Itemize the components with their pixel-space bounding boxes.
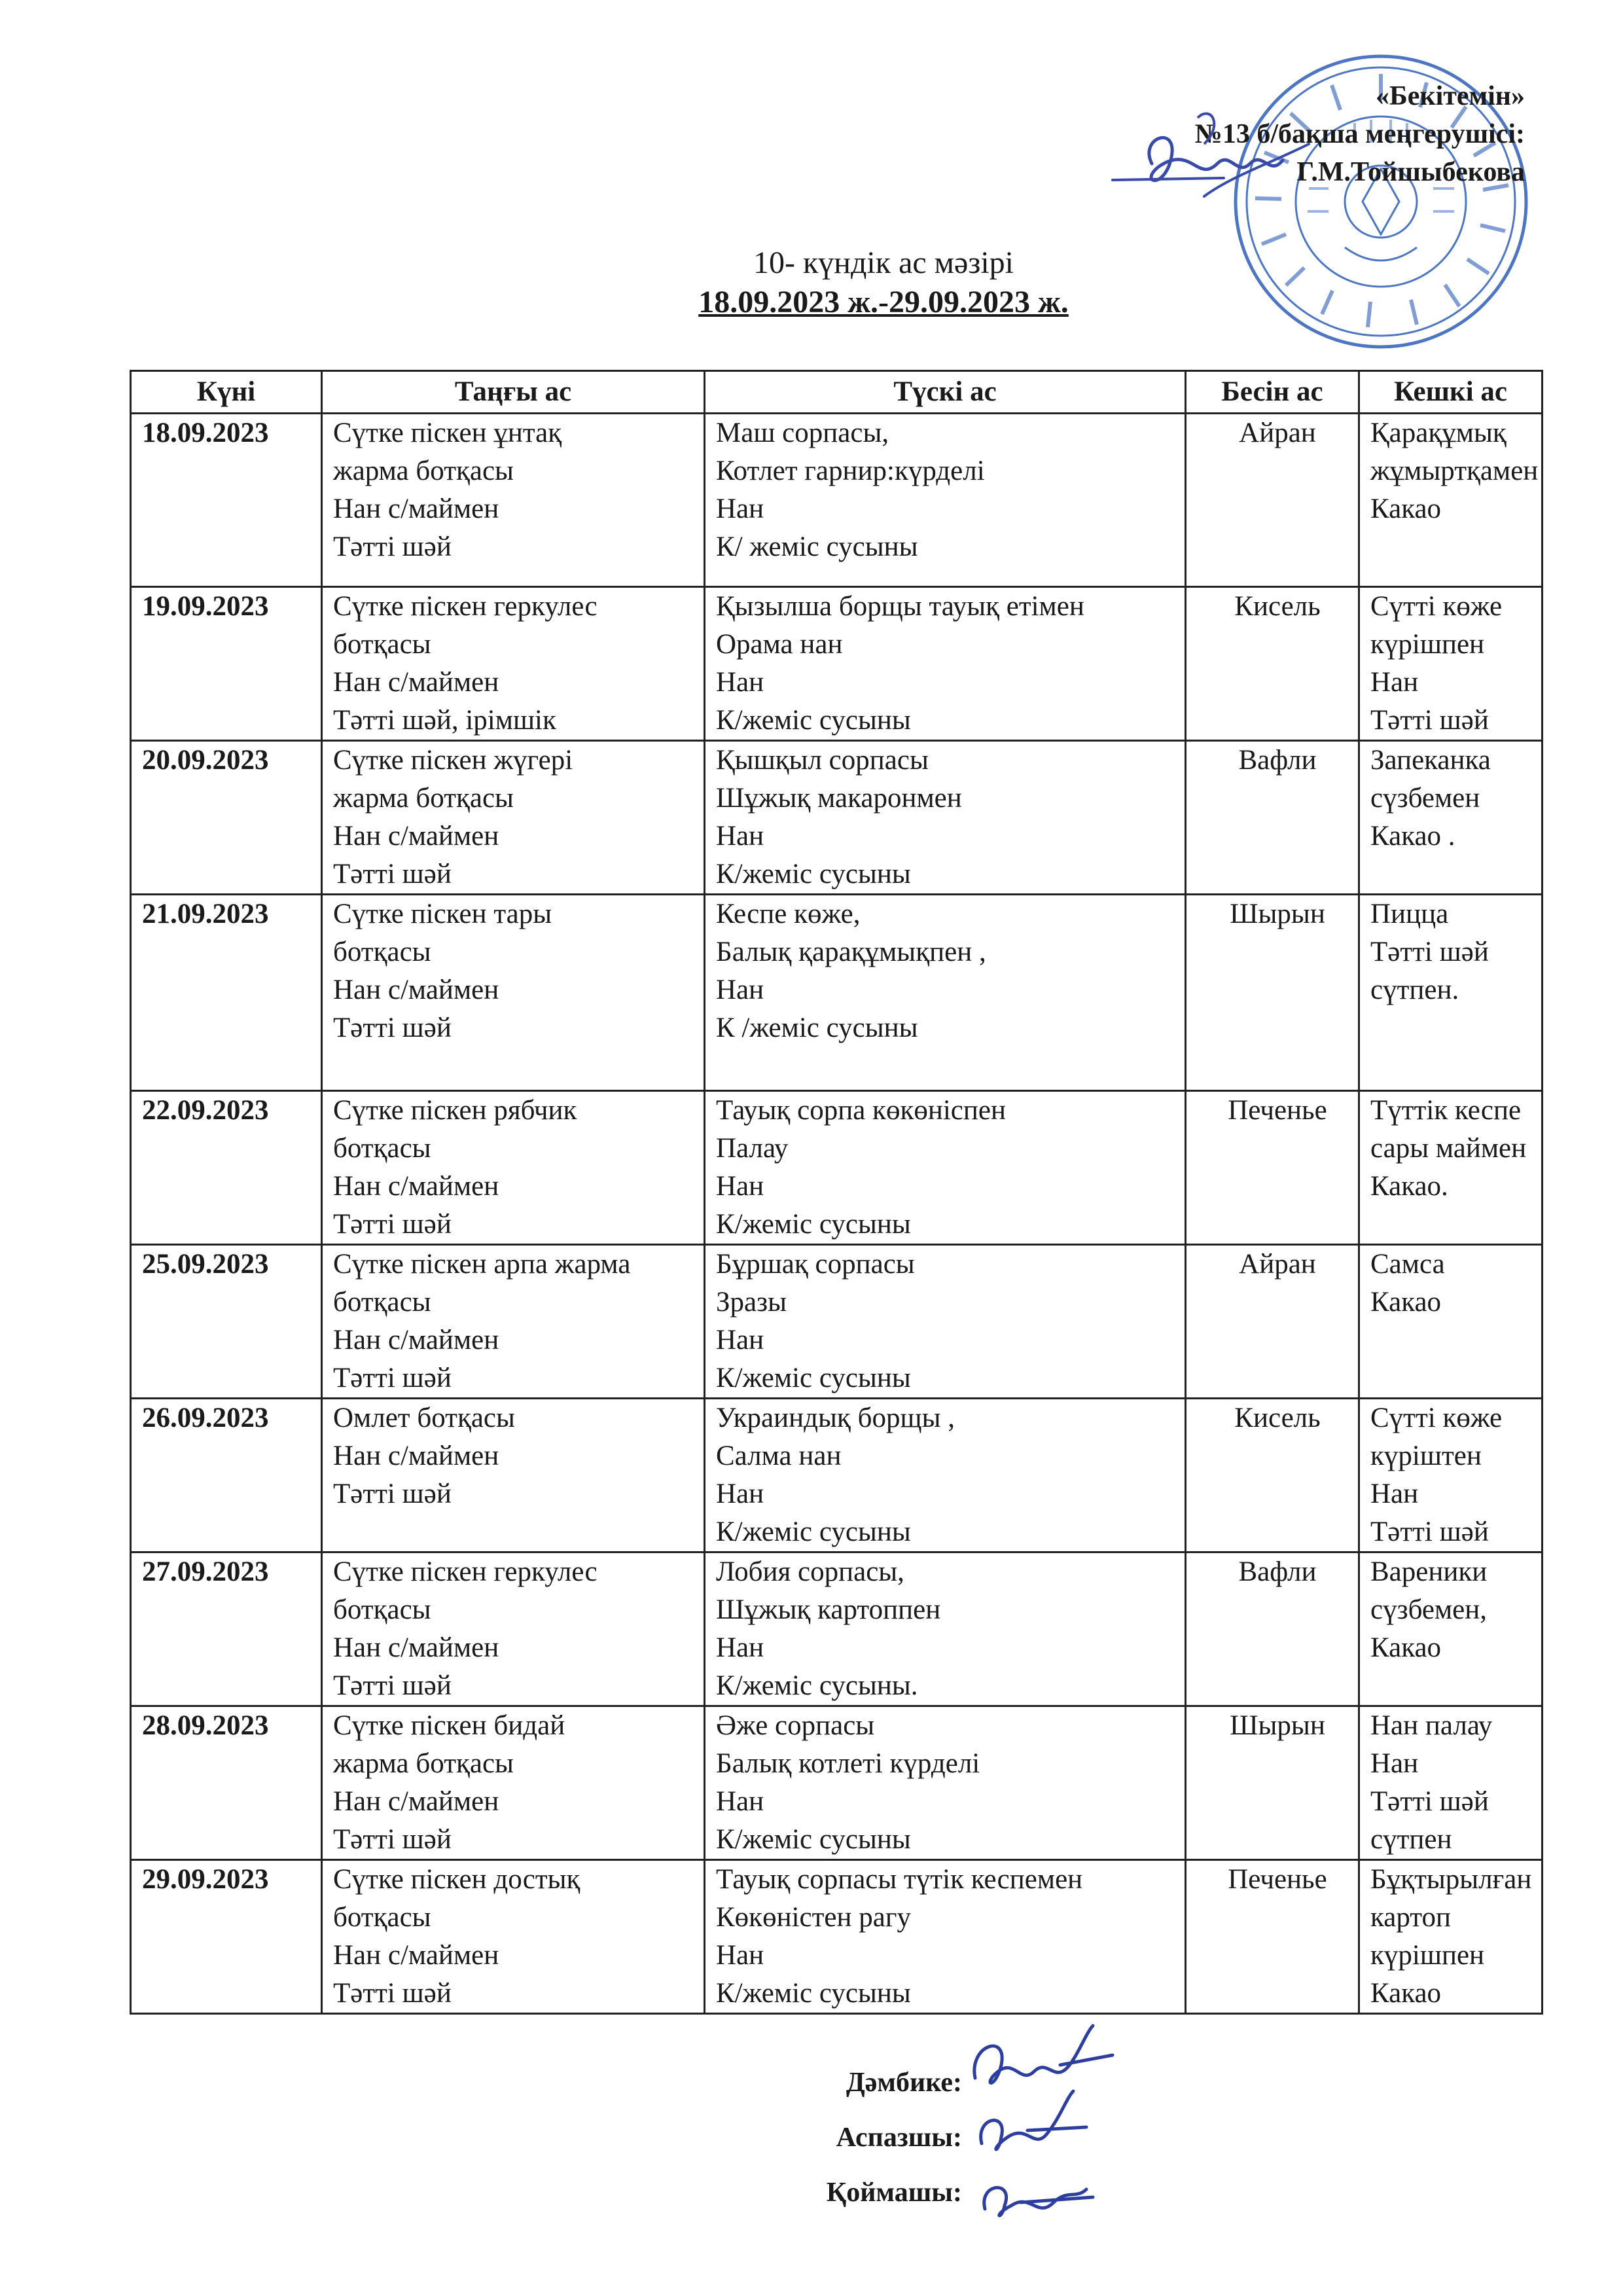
dinner-cell	[1359, 1552, 1543, 1706]
breakfast-cell	[322, 895, 705, 1091]
lunch-cell-item: Орама нан	[716, 629, 843, 660]
row-date: 29.09.2023	[131, 1860, 322, 2014]
table-row	[131, 1245, 1543, 1399]
afternoon-snack-cell: Кисель	[1186, 1399, 1359, 1552]
lunch-cell-item: Нан	[716, 1632, 764, 1663]
breakfast-cell	[322, 587, 705, 741]
breakfast-cell-item: Нан с/маймен	[333, 667, 499, 698]
row-date: 21.09.2023	[131, 895, 322, 1091]
lunch-cell-item: Әже сорпасы	[716, 1710, 875, 1741]
lunch-cell-item: Нан	[716, 1325, 764, 1355]
breakfast-cell-item: Сүтке піскен геркулес	[333, 591, 597, 622]
approval-name: Г.М.Тойшыбекова	[1296, 157, 1525, 187]
lunch-cell-item: Қызылша борщы тауық етімен	[716, 591, 1084, 622]
dinner-cell-item: Пицца	[1370, 899, 1449, 929]
breakfast-cell-item: жарма ботқасы	[333, 456, 514, 486]
breakfast-cell-item: Тәтті шәй	[333, 531, 452, 562]
dinner-cell-item: Тәтті шәй	[1370, 1786, 1489, 1817]
breakfast-cell-item: Сүтке піскен бидай	[333, 1710, 565, 1741]
header-lunch: Түскі ас	[705, 371, 1186, 414]
dinner-cell-item: жұмыртқамен	[1370, 456, 1539, 486]
breakfast-cell	[322, 1091, 705, 1245]
breakfast-cell	[322, 1706, 705, 1860]
menu-title: 10- күндік ас мәзірі	[753, 245, 1014, 280]
breakfast-cell-item: Сүтке піскен ұнтақ	[333, 418, 562, 448]
dinner-cell	[1359, 1399, 1543, 1552]
breakfast-cell-item: Сүтке піскен тары	[333, 899, 552, 929]
lunch-cell-item: Балық котлеті күрделі	[716, 1748, 980, 1779]
breakfast-cell	[322, 1860, 705, 2014]
breakfast-cell-item: Омлет ботқасы	[333, 1403, 515, 1433]
lunch-cell-item: Нан	[716, 975, 764, 1005]
dinner-cell-item: күрішпен	[1370, 629, 1485, 660]
table-header-row	[131, 371, 1543, 414]
breakfast-cell-item: Тәтті шәй, ірімшік	[333, 705, 556, 736]
dinner-cell	[1359, 414, 1543, 587]
lunch-cell	[705, 1399, 1186, 1552]
header-afternoon-snack: Бесін ас	[1186, 371, 1359, 414]
breakfast-cell	[322, 741, 705, 895]
dinner-cell-item: күрішпен	[1370, 1940, 1485, 1971]
dinner-cell-item: Какао	[1370, 1632, 1442, 1663]
menu-table	[130, 370, 1543, 2015]
lunch-cell-item: Зразы	[716, 1287, 787, 1318]
row-date: 20.09.2023	[131, 741, 322, 895]
lunch-cell	[705, 1860, 1186, 2014]
lunch-cell-item: Бұршақ сорпасы	[716, 1249, 915, 1280]
dinner-cell	[1359, 1860, 1543, 2014]
lunch-cell	[705, 1245, 1186, 1399]
afternoon-snack-cell: Айран	[1186, 1245, 1359, 1399]
breakfast-cell-item: Тәтті шәй	[333, 1824, 452, 1855]
dinner-cell	[1359, 1091, 1543, 1245]
dinner-cell-item: Нан	[1370, 1479, 1419, 1509]
lunch-cell-item: К/жеміс сусыны	[716, 859, 911, 889]
menu-table-body	[131, 414, 1543, 2014]
breakfast-cell-item: ботқасы	[333, 629, 431, 660]
dietitian-label: Дәмбике:	[846, 2068, 962, 2098]
afternoon-snack-cell: Вафли	[1186, 741, 1359, 895]
lunch-cell-item: К/жеміс сусыны	[716, 1978, 911, 2009]
table-row	[131, 414, 1543, 587]
lunch-cell-item: К/жеміс сусыны.	[716, 1670, 918, 1701]
breakfast-cell-item: Сүтке піскен жүгері	[333, 745, 573, 776]
dinner-cell-item: Какао.	[1370, 1171, 1448, 1202]
lunch-cell-item: Нан	[716, 1786, 764, 1817]
lunch-cell-item: Нан	[716, 493, 764, 524]
dinner-cell	[1359, 895, 1543, 1091]
row-date: 22.09.2023	[131, 1091, 322, 1245]
table-row	[131, 1399, 1543, 1552]
dinner-cell-item: сүзбемен	[1370, 783, 1480, 814]
breakfast-cell-item: Тәтті шәй	[333, 1479, 452, 1509]
lunch-cell	[705, 1706, 1186, 1860]
breakfast-cell-item: ботқасы	[333, 1133, 431, 1164]
lunch-cell-item: Лобия сорпасы,	[716, 1556, 904, 1587]
lunch-cell-item: К/жеміс сусыны	[716, 1209, 911, 1240]
dinner-cell-item: Нан	[1370, 1748, 1419, 1779]
row-date: 19.09.2023	[131, 587, 322, 741]
lunch-cell	[705, 741, 1186, 895]
table-row	[131, 587, 1543, 741]
table-row	[131, 741, 1543, 895]
breakfast-cell-item: Нан с/маймен	[333, 1632, 499, 1663]
breakfast-cell-item: Сүтке піскен рябчик	[333, 1095, 577, 1126]
lunch-cell-item: Нан	[716, 821, 764, 852]
breakfast-cell-item: ботқасы	[333, 1287, 431, 1318]
lunch-cell-item: К/жеміс сусыны	[716, 1516, 911, 1547]
breakfast-cell-item: Нан с/маймен	[333, 975, 499, 1005]
approval-title: «Бекітемін»	[1375, 81, 1525, 111]
breakfast-cell-item: Нан с/маймен	[333, 1171, 499, 1202]
dinner-cell-item: сүзбемен,	[1370, 1594, 1488, 1625]
lunch-cell-item: Тауық сорпасы түтік кеспемен	[716, 1864, 1083, 1895]
breakfast-cell-item: ботқасы	[333, 1902, 431, 1933]
lunch-cell-item: Кеспе көже,	[716, 899, 861, 929]
signoff-block	[0, 2055, 962, 2220]
dinner-cell-item: Какао	[1370, 493, 1442, 524]
breakfast-cell-item: ботқасы	[333, 937, 431, 967]
breakfast-cell-item: Нан с/маймен	[333, 1325, 499, 1355]
row-date: 25.09.2023	[131, 1245, 322, 1399]
afternoon-snack-cell: Кисель	[1186, 587, 1359, 741]
dinner-cell-item: Запеканка	[1370, 745, 1491, 776]
lunch-cell	[705, 1552, 1186, 1706]
dinner-cell-item: күріштен	[1370, 1441, 1482, 1471]
dinner-cell-item: Тәтті шәй	[1370, 705, 1489, 736]
afternoon-snack-cell: Шырын	[1186, 895, 1359, 1091]
dinner-cell-item: Тәтті шәй	[1370, 1516, 1489, 1547]
breakfast-cell-item: Нан с/маймен	[333, 1786, 499, 1817]
breakfast-cell	[322, 1552, 705, 1706]
lunch-cell-item: Нан	[716, 667, 764, 698]
lunch-cell-item: К/ жеміс сусыны	[716, 531, 918, 562]
lunch-cell-item: Палау	[716, 1133, 789, 1164]
dinner-cell-item: Нан палау	[1370, 1710, 1493, 1741]
dinner-cell-item: сары маймен	[1370, 1133, 1527, 1164]
afternoon-snack-cell: Печенье	[1186, 1860, 1359, 2014]
lunch-cell-item: К/жеміс сусыны	[716, 705, 911, 736]
lunch-cell-item: Қышқыл сорпасы	[716, 745, 929, 776]
director-signature	[1099, 98, 1335, 229]
table-row	[131, 895, 1543, 1091]
breakfast-cell	[322, 1245, 705, 1399]
dinner-cell-item: Сүтті көже	[1370, 591, 1503, 622]
afternoon-snack-cell: Печенье	[1186, 1091, 1359, 1245]
lunch-cell	[705, 414, 1186, 587]
breakfast-cell-item: Нан с/маймен	[333, 1441, 499, 1471]
dinner-cell-item: Какао	[1370, 1287, 1442, 1318]
row-date: 27.09.2023	[131, 1552, 322, 1706]
lunch-cell	[705, 895, 1186, 1091]
breakfast-cell-item: Тәтті шәй	[333, 1363, 452, 1393]
table-row	[131, 1860, 1543, 2014]
lunch-cell	[705, 1091, 1186, 1245]
lunch-cell-item: Маш сорпасы,	[716, 418, 889, 448]
dinner-cell	[1359, 741, 1543, 895]
approval-position: №13 б/бақша меңгерушісі:	[1194, 119, 1525, 149]
row-date: 18.09.2023	[131, 414, 322, 587]
dinner-cell-item: сүтпен	[1370, 1824, 1452, 1855]
dinner-cell	[1359, 1245, 1543, 1399]
table-row	[131, 1552, 1543, 1706]
row-date: 26.09.2023	[131, 1399, 322, 1552]
breakfast-cell-item: Сүтке піскен геркулес	[333, 1556, 597, 1587]
dinner-cell-item: картоп	[1370, 1902, 1451, 1933]
lunch-cell-item: Балық қарақұмықпен ,	[716, 937, 986, 967]
breakfast-cell	[322, 414, 705, 587]
dinner-cell-item: Какао	[1370, 1978, 1442, 2009]
table-row	[131, 1091, 1543, 1245]
breakfast-cell-item: Нан с/маймен	[333, 1940, 499, 1971]
header-breakfast: Таңғы ас	[322, 371, 705, 414]
dinner-cell-item: Самса	[1370, 1249, 1445, 1280]
breakfast-cell-item: жарма ботқасы	[333, 1748, 514, 1779]
breakfast-cell-item: Сүтке піскен арпа жарма	[333, 1249, 631, 1280]
lunch-cell-item: Украиндық борщы ,	[716, 1403, 955, 1433]
lunch-cell-item: Салма нан	[716, 1441, 842, 1471]
breakfast-cell-item: ботқасы	[333, 1594, 431, 1625]
lunch-cell-item: Нан	[716, 1940, 764, 1971]
dinner-cell-item: Нан	[1370, 667, 1419, 698]
lunch-cell-item: К /жеміс сусыны	[716, 1013, 918, 1043]
menu-period: 18.09.2023 ж.-29.09.2023 ж.	[698, 285, 1069, 319]
lunch-cell-item: Шұжық картоппен	[716, 1594, 941, 1625]
breakfast-cell-item: Тәтті шәй	[333, 1670, 452, 1701]
dinner-cell-item: Тәтті шәй	[1370, 937, 1489, 967]
breakfast-cell-item: Сүтке піскен достық	[333, 1864, 580, 1895]
lunch-cell-item: Тауық сорпа көкөніспен	[716, 1095, 1006, 1126]
storekeeper-label: Қоймашы:	[826, 2178, 962, 2208]
afternoon-snack-cell: Шырын	[1186, 1706, 1359, 1860]
afternoon-snack-cell: Вафли	[1186, 1552, 1359, 1706]
dinner-cell	[1359, 1706, 1543, 1860]
cook-label: Аспазшы:	[836, 2123, 962, 2153]
lunch-cell-item: Нан	[716, 1479, 764, 1509]
dinner-cell-item: Какао .	[1370, 821, 1455, 852]
dinner-cell-item: Қарақұмық	[1370, 418, 1507, 448]
breakfast-cell-item: Тәтті шәй	[333, 1209, 452, 1240]
dinner-cell-item: Вареники	[1370, 1556, 1488, 1587]
breakfast-cell-item: Нан с/маймен	[333, 821, 499, 852]
dinner-cell-item: сүтпен.	[1370, 975, 1459, 1005]
lunch-cell-item: Көкөністен рагу	[716, 1902, 911, 1933]
breakfast-cell-item: жарма ботқасы	[333, 783, 514, 814]
breakfast-cell-item: Нан с/маймен	[333, 493, 499, 524]
breakfast-cell	[322, 1399, 705, 1552]
header-dinner: Кешкі ас	[1359, 371, 1543, 414]
row-date: 28.09.2023	[131, 1706, 322, 1860]
dinner-cell	[1359, 587, 1543, 741]
dinner-cell-item: Түттік кеспе	[1370, 1095, 1522, 1126]
afternoon-snack-cell: Айран	[1186, 414, 1359, 587]
lunch-cell-item: К/жеміс сусыны	[716, 1824, 911, 1855]
breakfast-cell-item: Тәтті шәй	[333, 1013, 452, 1043]
lunch-cell-item: Нан	[716, 1171, 764, 1202]
header-day: Күні	[131, 371, 322, 414]
table-row	[131, 1706, 1543, 1860]
dinner-cell-item: Бұқтырылған	[1370, 1864, 1532, 1895]
lunch-cell-item: К/жеміс сусыны	[716, 1363, 911, 1393]
lunch-cell	[705, 587, 1186, 741]
lunch-cell-item: Шұжық макаронмен	[716, 783, 962, 814]
dinner-cell-item: Сүтті көже	[1370, 1403, 1503, 1433]
breakfast-cell-item: Тәтті шәй	[333, 859, 452, 889]
lunch-cell-item: Котлет гарнир:күрделі	[716, 456, 985, 486]
breakfast-cell-item: Тәтті шәй	[333, 1978, 452, 2009]
signoff-signatures	[962, 2019, 1132, 2235]
